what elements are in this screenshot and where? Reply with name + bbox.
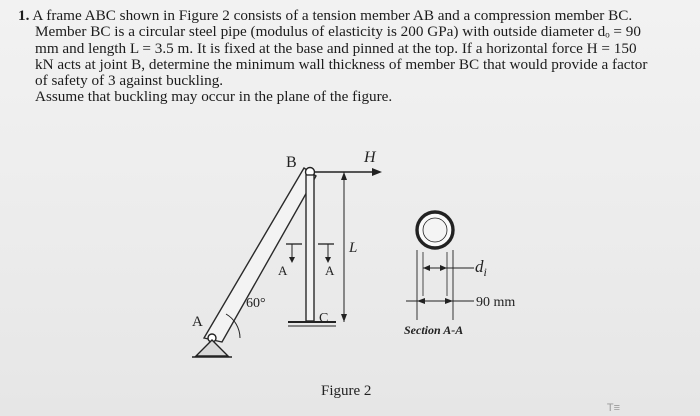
figure-caption: Figure 2 [321, 383, 372, 399]
member-bc [306, 175, 314, 321]
problem-line-2: Member BC is a circular steel pipe (modulus of elasticity is 200 GPa) with outside diameter dₒ = 90 [35, 23, 641, 41]
label-section-a-right: A [325, 263, 335, 278]
pin-support-a [196, 340, 228, 356]
corner-mark: T≡ [606, 402, 620, 414]
member-ab [204, 168, 316, 342]
problem-line-3: mm and length L = 3.5 m. It is fixed at the base and pinned at the top. If a horizontal force H = 150 [35, 39, 637, 57]
problem-line-4: kN acts at joint B, determine the minimum wall thickness of member BC that would provide a factor [35, 55, 648, 73]
problem-number: 1. [18, 7, 30, 24]
problem-line-6: Assume that buckling may occur in the plane of the figure. [35, 88, 393, 106]
label-section-a-left: A [278, 263, 288, 278]
problem-line-1: 1. A frame ABC shown in Figure 2 consists of a tension member AB and a compression member BC. [18, 7, 633, 24]
label-c: C [319, 311, 329, 326]
label-section-aa: Section A-A [404, 323, 464, 337]
label-h: H [364, 149, 376, 166]
label-a-support: A [192, 314, 203, 330]
label-l: L [349, 240, 358, 256]
problem-line-5: of safety of 3 against buckling. [35, 72, 224, 90]
label-outer-diameter: 90 mm [476, 295, 516, 310]
label-angle: 60° [246, 296, 266, 311]
label-b: B [286, 154, 297, 171]
label-di: $d_i$ [475, 257, 487, 279]
